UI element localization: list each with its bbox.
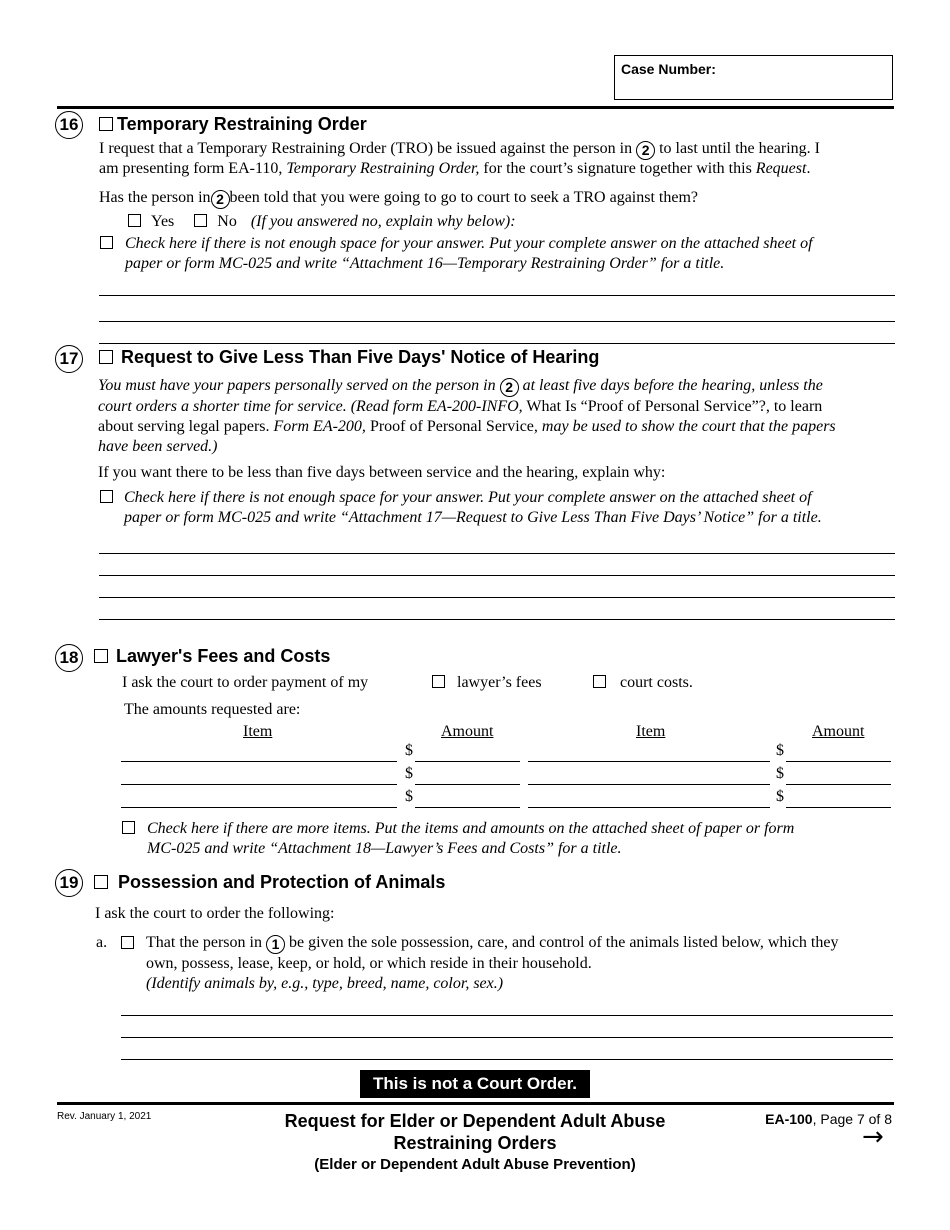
s18-amounts-label: The amounts requested are: [124,701,301,718]
s17-heading [99,347,599,368]
lawyers-fees-checkbox[interactable] [432,675,445,688]
s19-heading [94,872,445,893]
s19-answer-line[interactable] [121,1059,893,1060]
s19-checkbox[interactable] [94,875,108,889]
amount-field[interactable] [786,807,891,808]
s19-ask: I ask the court to order the following: [95,905,335,922]
person-1-ref: 1 [266,935,285,954]
col-header-amount: Amount [812,723,865,740]
s18-heading [94,646,330,667]
footer-rule [57,1102,894,1105]
court-costs-label: court costs. [620,674,693,691]
not-court-order-banner: This is not a Court Order. [360,1070,590,1098]
top-rule [57,106,894,109]
s16-title: Temporary Restraining Order [117,114,367,134]
s18-fees-option [432,673,542,693]
s17-body: You must have your papers personally served on the person in 2 at least five days before the hearing, unless the court orders a shorter time for service. (Read form EA-200-INFO, What Is “Proof of Personal Service”?, to learn about serving legal papers. Form EA-200, Proof of Personal Service, may be used to show the court that the papers have been served.) [98,377,836,455]
footer-subtitle: (Elder or Dependent Adult Abuse Prevention) [314,1156,636,1173]
s19-a-label: a. [96,934,108,951]
s18-more-checkbox[interactable] [122,821,135,834]
yes-checkbox[interactable] [128,214,141,227]
amount-field[interactable] [786,784,891,785]
footer-title: Request for Elder or Dependent Adult Abuse Restraining Orders [284,1111,666,1153]
s19-a-checkbox[interactable] [121,936,134,949]
s19-title: Possession and Protection of Animals [118,872,446,892]
col-header-item: Item [636,723,666,740]
s17-answer-line[interactable] [99,597,895,598]
s16-checkbox[interactable] [99,117,113,131]
item-field[interactable] [121,761,397,762]
amount-field[interactable] [786,761,891,762]
s16-line-2: am presenting form EA-110, Temporary Restraining Order, for the court’s signature together with this Request. [99,160,811,177]
dollar-sign: $ [405,742,413,759]
s19-answer-line[interactable] [121,1015,893,1016]
s17-space-text: Check here if there is not enough space for your answer. Put your complete answer on the attached sheet of paper or form MC-025 and write “Attachment 17—Request to Give Less Than Five Days’ Notice” for a title. [124,489,822,526]
court-costs-checkbox[interactable] [593,675,606,688]
s16-heading [99,114,367,135]
revision-date: Rev. January 1, 2021 [57,1111,152,1122]
amount-field[interactable] [415,784,520,785]
case-number-label: Case Number: [621,61,716,77]
lawyers-fees-label: lawyer’s fees [457,674,542,691]
dollar-sign: $ [405,788,413,805]
page-indicator: , Page 7 of 8 [812,1111,892,1127]
s17-answer-line[interactable] [99,575,895,576]
no-checkbox[interactable] [194,214,207,227]
s16-yes-no [128,212,516,232]
col-header-amount: Amount [441,723,494,740]
s16-answer-line[interactable] [99,321,895,322]
item-field[interactable] [528,761,770,762]
s18-costs-option [593,673,693,693]
s18-more-text: Check here if there are more items. Put the items and amounts on the attached sheet of paper or form MC-025 and write “Attachment 18—Lawyer’s Fees and Costs” for a title. [147,820,795,857]
dollar-sign: $ [776,742,784,759]
dollar-sign: $ [405,765,413,782]
s16-answer-line[interactable] [99,343,895,344]
s17-explain: If you want there to be less than five days between service and the hearing, explain why: [98,464,666,481]
item-field[interactable] [528,784,770,785]
form-id: EA-100 [765,1111,813,1127]
amount-field[interactable] [415,761,520,762]
s18-checkbox[interactable] [94,649,108,663]
person-2-ref: 2 [636,141,655,160]
s17-answer-line[interactable] [99,619,895,620]
s18-title: Lawyer's Fees and Costs [116,646,331,666]
no-label: No [217,213,237,230]
item-field[interactable] [121,807,397,808]
s16-line-1: I request that a Temporary Restraining Order (TRO) be issued against the person in 2 to last until the hearing. I [99,140,820,158]
s17-title: Request to Give Less Than Five Days' Notice of Hearing [121,347,600,367]
s19-answer-line[interactable] [121,1037,893,1038]
s17-space-checkbox[interactable] [100,490,113,503]
section-number-17: 17 [55,345,83,373]
col-header-item: Item [243,723,273,740]
next-page-arrow-icon[interactable]: → [862,1122,884,1152]
section-number-16: 16 [55,111,83,139]
s17-checkbox[interactable] [99,350,113,364]
case-number-box[interactable] [614,55,893,100]
s16-explain: (If you answered no, explain why below): [250,213,516,230]
item-field[interactable] [121,784,397,785]
section-number-19: 19 [55,869,83,897]
s18-ask: I ask the court to order payment of my [122,674,369,691]
amount-field[interactable] [415,807,520,808]
person-2-ref: 2 [211,190,230,209]
dollar-sign: $ [776,788,784,805]
s16-question: Has the person in 2 been told that you were going to go to court to seek a TRO against them? [99,189,699,207]
s17-answer-line[interactable] [99,553,895,554]
yes-label: Yes [151,213,175,230]
section-number-18: 18 [55,644,83,672]
s19-a-text: That the person in 1 be given the sole possession, care, and control of the animals listed below, which they own, possess, lease, keep, or hold, or which reside in their household. (Identify animals by, e.g., type, breed, name, color, sex.) [146,934,839,992]
s16-answer-line[interactable] [99,295,895,296]
person-2-ref: 2 [500,378,519,397]
item-field[interactable] [528,807,770,808]
dollar-sign: $ [776,765,784,782]
s16-space-checkbox[interactable] [100,236,113,249]
s16-space-text: Check here if there is not enough space for your answer. Put your complete answer on the attached sheet of paper or form MC-025 and write “Attachment 16—Temporary Restraining Order” for a title. [125,235,813,272]
